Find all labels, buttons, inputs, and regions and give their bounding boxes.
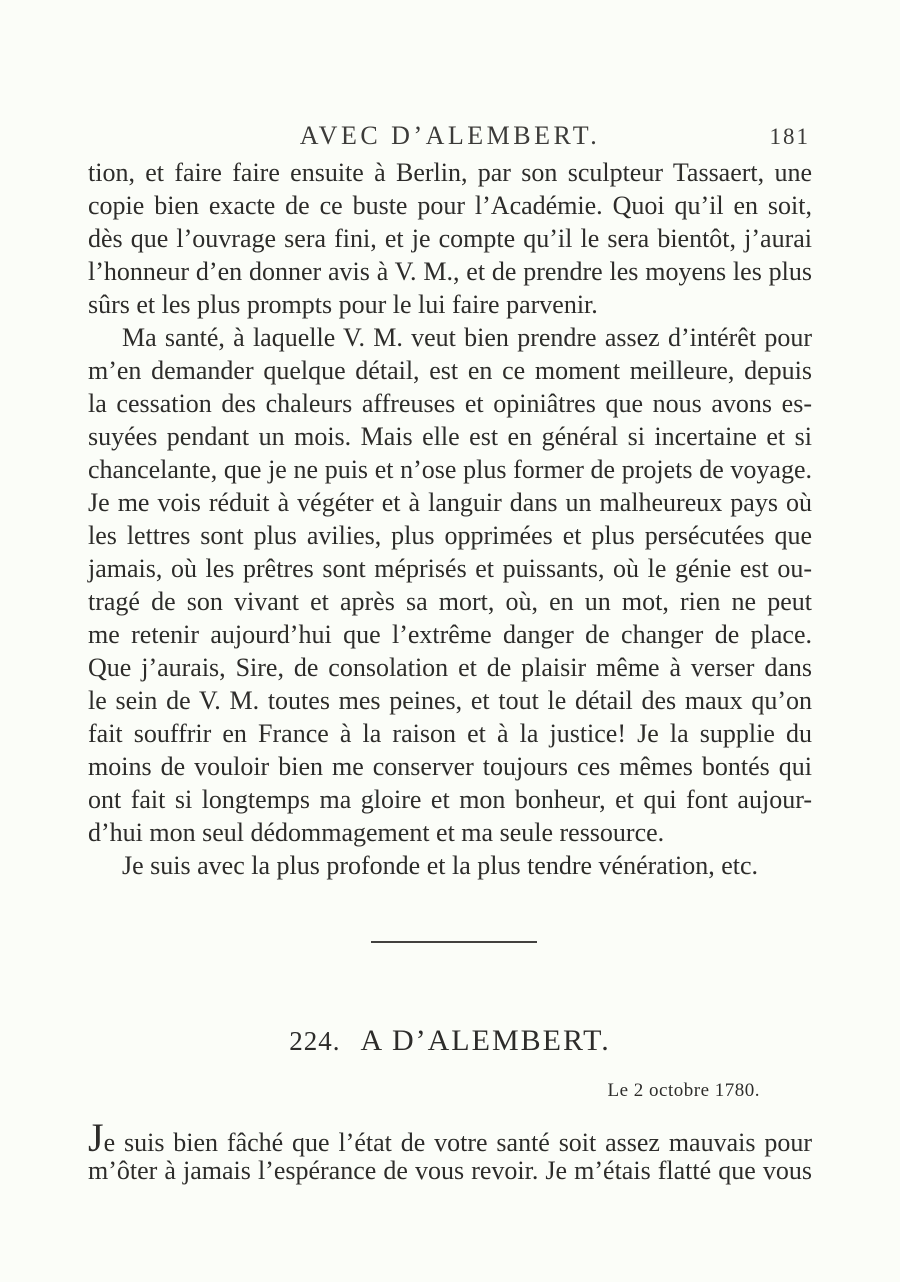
letter-heading (0, 1024, 900, 1058)
text-line: Je suis avec la plus profonde et la plus tendre vénération, etc. (122, 851, 759, 880)
opening-line-rest: e suis bien fâché que l’état de votre santé soit assez mauvais pour (103, 1128, 812, 1157)
letter-number: 224. (289, 1026, 341, 1056)
text-line: les lettres sont plus avilies, plus opprimées et plus persécutées que (88, 521, 812, 550)
text-line: chancelante, que je ne puis et n’ose plus former de projets de voyage. (88, 455, 812, 484)
text-line: tragé de son vivant et après sa mort, où, en un mot, rien ne peut (88, 587, 812, 616)
text-line: moins de vouloir bien me conserver toujours ces mêmes bontés qui (88, 752, 812, 781)
text-line: m’ôter à jamais l’espérance de vous revoir. Je m’étais flatté que vous (88, 1156, 812, 1185)
text-line: sûrs et les plus prompts pour le lui faire parvenir. (88, 290, 598, 319)
dateline: Le 2 octobre 1780. (607, 1080, 760, 1101)
text-line: le sein de V. M. toutes mes peines, et tout le détail des maux qu’on (88, 686, 812, 715)
section-divider-rule (371, 941, 537, 943)
text-line: m’en demander quelque détail, est en ce moment meilleure, depuis (88, 356, 812, 385)
initial-capital: J (88, 1115, 104, 1160)
text-line: fait souffrir en France à la raison et à la justice! Je la supplie du (88, 719, 812, 748)
text-line: ont fait si longtemps ma gloire et mon bonheur, et qui font aujour- (88, 785, 812, 814)
letter-continuation-body (88, 156, 812, 882)
text-line (88, 1115, 812, 1160)
text-line: tion, et faire faire ensuite à Berlin, par son sculpteur Tassaert, une (88, 158, 812, 187)
page-number: 181 (769, 124, 810, 149)
running-title: AVEC D’ALEMBERT. (299, 121, 601, 150)
text-line: d’hui mon seul dédommagement et ma seule ressource. (88, 818, 665, 847)
text-line: suyées pendant un mois. Mais elle est en général si incertaine et si (88, 422, 812, 451)
text-line: dès que l’ouvrage sera fini, et je compte qu’il le sera bientôt, j’aurai (88, 224, 812, 253)
letter-opening-paragraph (88, 1115, 812, 1187)
text-line: Je me vois réduit à végéter et à languir dans un malheureux pays où (88, 488, 812, 517)
text-line: la cessation des chaleurs affreuses et opiniâtres que nous avons es- (88, 389, 812, 418)
text-line: copie bien exacte de ce buste pour l’Académie. Quoi qu’il en soit, (88, 191, 812, 220)
text-line: l’honneur d’en donner avis à V. M., et de prendre les moyens les plus (88, 257, 812, 286)
text-line: Que j’aurais, Sire, de consolation et de plaisir même à verser dans (88, 653, 812, 682)
letter-title: A D’ALEMBERT. (360, 1024, 611, 1057)
text-line: me retenir aujourd’hui que l’extrême danger de changer de place. (88, 620, 812, 649)
text-line: Ma santé, à laquelle V. M. veut bien prendre assez d’intérêt pour (122, 323, 812, 352)
text-line: jamais, où les prêtres sont méprisés et puissants, où le génie est ou- (88, 554, 812, 583)
running-header (0, 121, 900, 155)
